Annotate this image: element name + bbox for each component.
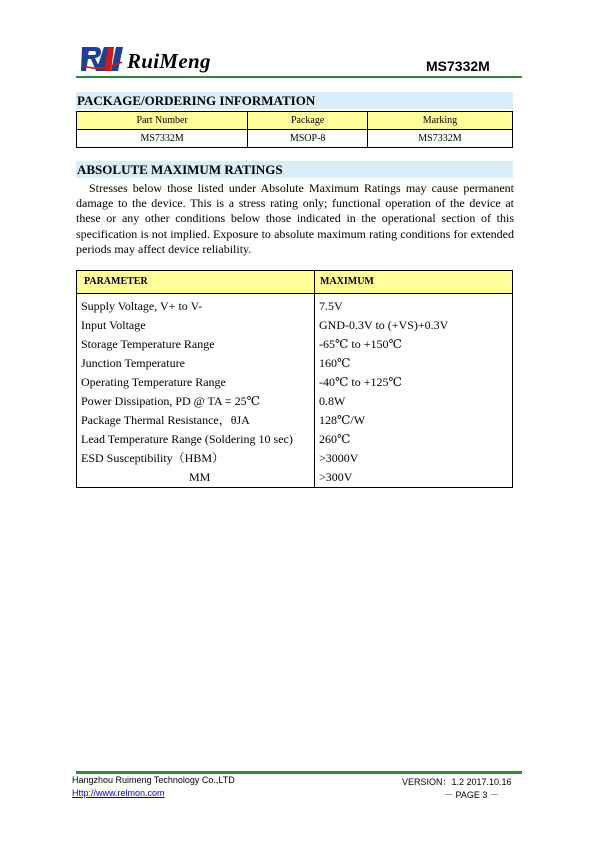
column-header-parameter: PARAMETER xyxy=(77,271,315,294)
column-header-marking: Marking xyxy=(367,112,512,130)
ratings-section-title: ABSOLUTE MAXIMUM RATINGS xyxy=(76,161,513,178)
maximum-operating-temperature: -40℃ to +125℃ xyxy=(319,375,402,389)
parameter-thermal-resistance: Package Thermal Resistance，θJA xyxy=(81,413,250,427)
ruimeng-logo-icon xyxy=(80,44,124,74)
footer-divider xyxy=(76,771,522,774)
parameter-supply-voltage: Supply Voltage, V+ to V- xyxy=(81,299,203,313)
maximum-storage-temperature: -65℃ to +150℃ xyxy=(319,337,402,351)
parameter-esd-hbm: ESD Susceptibility（HBM） xyxy=(81,451,225,465)
maximum-esd-mm: >300V xyxy=(319,470,353,484)
maximum-junction-temperature: 160℃ xyxy=(319,356,351,370)
column-header-part-number: Part Number xyxy=(77,112,248,130)
parameter-input-voltage: Input Voltage xyxy=(81,318,146,332)
package-cell: MSOP-8 xyxy=(248,130,368,148)
column-header-maximum: MAXIMUM xyxy=(315,271,513,294)
maximum-input-voltage: GND-0.3V to (+VS)+0.3V xyxy=(319,318,449,332)
header-divider xyxy=(76,76,522,78)
ratings-table-header xyxy=(77,271,513,294)
maximum-supply-voltage: 7.5V xyxy=(319,299,343,313)
maximum-power-dissipation: 0.8W xyxy=(319,394,346,408)
parameter-esd-mm: MM xyxy=(189,470,211,484)
ordering-table xyxy=(76,111,513,148)
column-header-package: Package xyxy=(248,112,368,130)
brand-name: RuiMeng xyxy=(127,49,211,73)
marking-cell: MS7332M xyxy=(367,130,512,148)
ratings-table-body xyxy=(77,294,513,488)
ordering-section-title: PACKAGE/ORDERING INFORMATION xyxy=(76,92,513,109)
footer-company: Hangzhou Ruimeng Technology Co.,LTD xyxy=(72,775,235,785)
parameter-lead-temperature: Lead Temperature Range (Soldering 10 sec) xyxy=(81,432,293,446)
maximum-column xyxy=(315,294,513,488)
table-row xyxy=(77,130,513,148)
footer-version: VERSION：1.2 2017.10.16 xyxy=(402,777,512,787)
parameter-junction-temperature: Junction Temperature xyxy=(81,356,185,370)
maximum-esd-hbm: >3000V xyxy=(319,451,359,465)
parameter-operating-temperature: Operating Temperature Range xyxy=(81,375,226,389)
maximum-lead-temperature: 260℃ xyxy=(319,432,351,446)
part-number-cell: MS7332M xyxy=(77,130,248,148)
footer-page-number: － PAGE 3 － xyxy=(444,790,499,800)
parameter-storage-temperature: Storage Temperature Range xyxy=(81,337,215,351)
maximum-thermal-resistance: 128℃/W xyxy=(319,413,366,427)
ratings-table xyxy=(76,270,513,488)
part-number-header: MS7332M xyxy=(426,58,490,74)
parameter-power-dissipation: Power Dissipation, PD @ TA = 25℃ xyxy=(81,394,261,408)
footer-website-link[interactable]: Http://www.relmon.com xyxy=(72,788,165,798)
ratings-description: Stresses below those listed under Absolute Maximum Ratings may cause permanent damage to the device. This is a stress rating only; functional operation of the device at these or any other conditions below those indicated in the operational section of this specification is not implied. Exposure to absolute maximum rating conditions for extended periods may affect device reliability. xyxy=(76,181,514,256)
ordering-table-header xyxy=(77,112,513,130)
parameter-column xyxy=(77,294,315,488)
